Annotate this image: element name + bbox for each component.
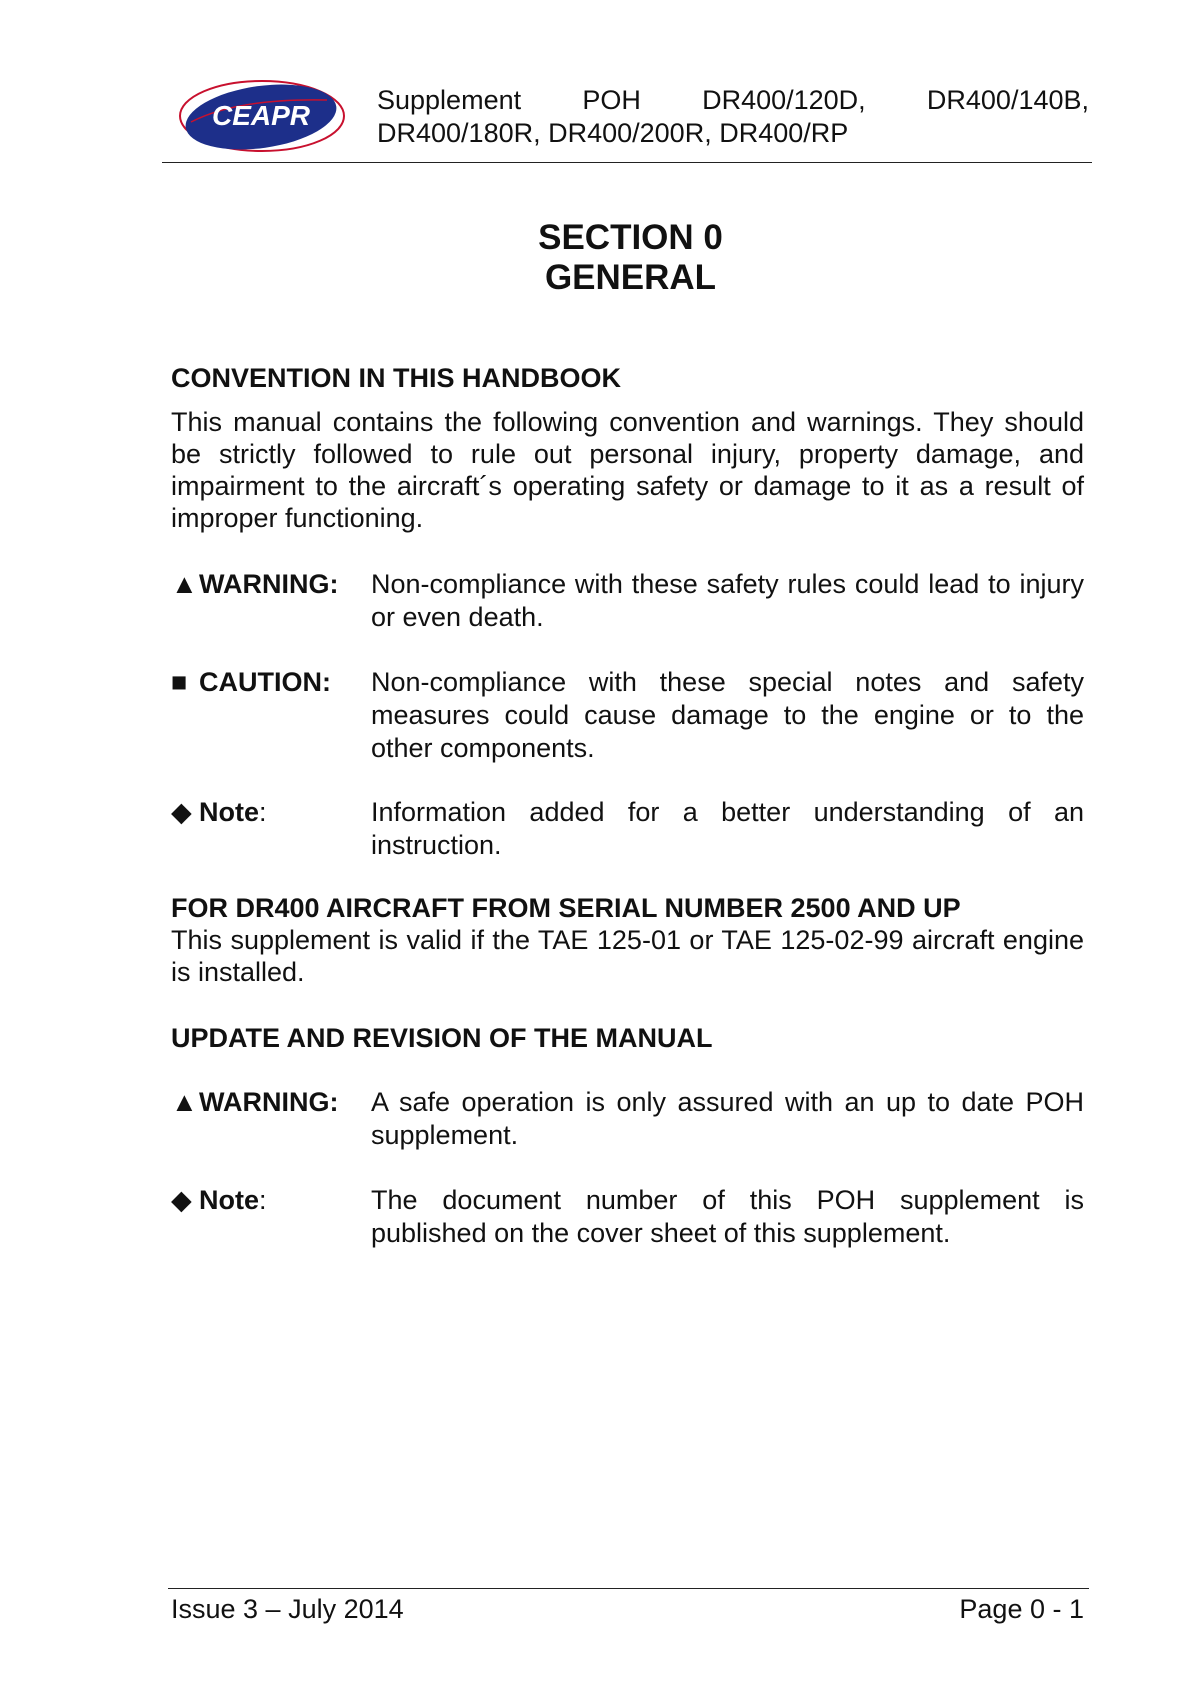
warning-text-2: A safe operation is only assured with an up to date POH supplement. [371, 1087, 1084, 1150]
page-number: Page 0 - 1 [959, 1594, 1084, 1624]
serial-section [171, 892, 1084, 988]
header-line-1: Supplement POH DR400/120D, DR400/140B, [377, 85, 1089, 115]
convention-heading: CONVENTION IN THIS HANDBOOK [171, 363, 622, 393]
serial-text: This supplement is valid if the TAE 125-01 or TAE 125-02-99 aircraft engine is installed. [171, 925, 1084, 987]
warning-text-1: Non-compliance with these safety rules could lead to injury or even death. [371, 569, 1084, 632]
footer-divider [168, 1588, 1089, 1589]
note-diamond-icon: ◆ [171, 797, 192, 827]
note-notice-1 [171, 796, 1084, 862]
update-heading: UPDATE AND REVISION OF THE MANUAL [171, 1023, 713, 1053]
warning-notice-1 [171, 568, 1084, 634]
note-label-2: ◆ Note: [171, 1185, 267, 1215]
section-number: SECTION 0 [538, 218, 723, 257]
note-text-2: The document number of this POH supplement is published on the cover sheet of this supplement. [371, 1185, 1084, 1248]
update-section [171, 1022, 1084, 1054]
page-header [162, 78, 1092, 164]
ceapr-logo [177, 78, 347, 154]
section-title [0, 218, 1191, 298]
note-diamond-icon: ◆ [171, 1185, 192, 1215]
convention-text: This manual contains the following convention and warnings. They should be strictly followed to rule out personal injury, property damage, and impairment to the aircraft´s operating safety or damage to it as a result of improper functioning. [171, 407, 1084, 533]
note-notice-2 [171, 1184, 1084, 1250]
warning-label-1: ▲WARNING: [171, 569, 339, 599]
caution-square-icon: ■ [171, 667, 188, 697]
warning-label-2: ▲WARNING: [171, 1087, 339, 1117]
warning-triangle-icon: ▲ [171, 569, 198, 599]
logo-text: CEAPR [211, 100, 311, 131]
section-name: GENERAL [544, 258, 717, 297]
note-label-1: ◆ Note: [171, 797, 267, 827]
document-title [377, 84, 1089, 150]
issue-date: Issue 3 – July 2014 [171, 1594, 404, 1624]
header-line-2: DR400/180R, DR400/200R, DR400/RP [377, 118, 849, 148]
caution-label: ■ CAUTION: [171, 667, 331, 697]
convention-section [171, 362, 1084, 534]
note-text-1: Information added for a better understanding of an instruction. [371, 797, 1084, 860]
warning-notice-2 [171, 1086, 1084, 1152]
serial-heading: FOR DR400 AIRCRAFT FROM SERIAL NUMBER 2500 AND UP [171, 893, 961, 923]
header-divider [162, 162, 1092, 163]
warning-triangle-icon: ▲ [171, 1087, 198, 1117]
caution-notice [171, 666, 1084, 765]
caution-text: Non-compliance with these special notes and safety measures could cause damage to the engine or to the other components. [371, 667, 1084, 763]
